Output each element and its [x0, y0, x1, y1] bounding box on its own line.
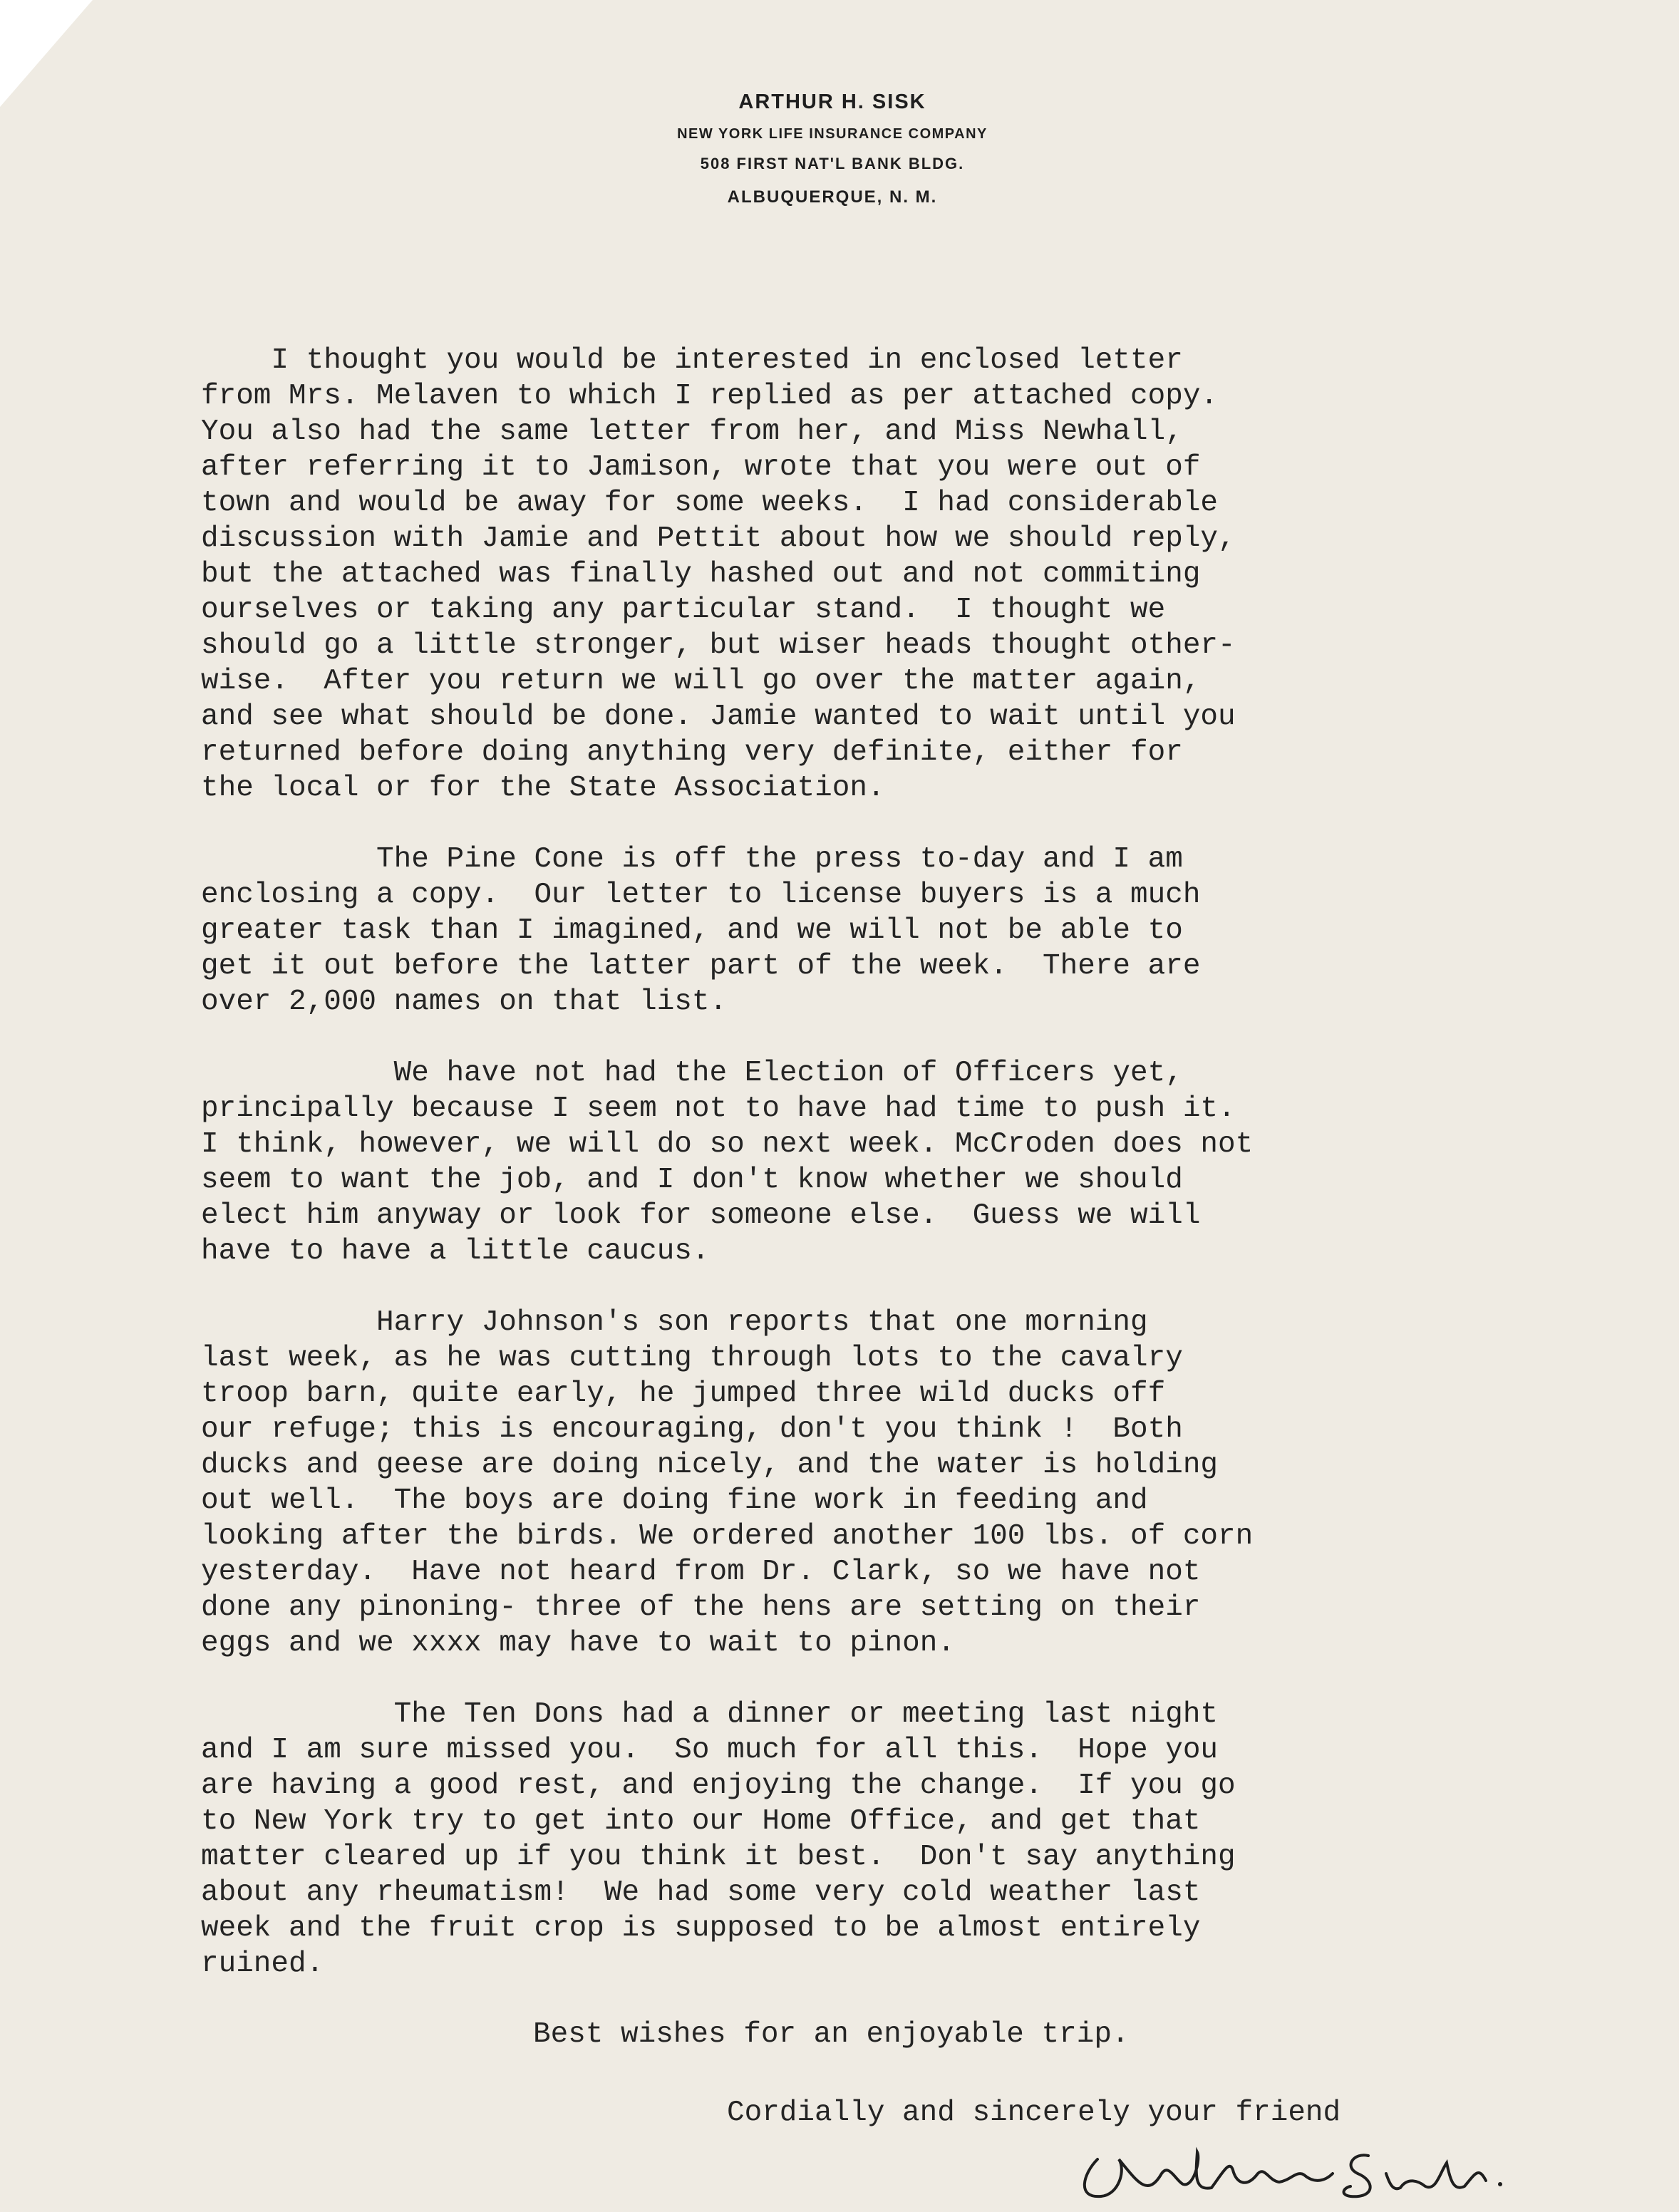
paragraph-line: but the attached was finally hashed out and not commiting [201, 558, 1201, 591]
paragraph-line: troop barn, quite early, he jumped three wild ducks off [201, 1378, 1166, 1410]
paragraph-line: and see what should be done. Jamie wanted to wait until you [201, 701, 1236, 733]
paragraph-line: done any pinoning- three of the hens are setting on their [201, 1591, 1201, 1624]
letterhead-address: 508 FIRST NAT'L BANK BLDG. [700, 155, 965, 172]
paragraph-line: I thought you would be interested in enclosed letter [201, 344, 1183, 377]
paragraph-line: seem to want the job, and I don't know whether we should [201, 1164, 1183, 1197]
paragraph-line: after referring it to Jamison, wrote that you were out of [201, 451, 1201, 484]
paragraph-line: The Ten Dons had a dinner or meeting last night [201, 1698, 1219, 1731]
paragraph-line: get it out before the latter part of the week. There are [201, 950, 1201, 983]
letterhead-name: ARTHUR H. SISK [738, 91, 926, 113]
paragraph-line: returned before doing anything very definite, either for [201, 736, 1183, 769]
paragraph-line: ourselves or taking any particular stand. I thought we [201, 594, 1166, 626]
paragraph-gap [201, 1661, 1598, 1697]
letter-paragraph [201, 842, 1598, 1020]
paragraph-line: should go a little stronger, but wiser heads thought other- [201, 629, 1236, 662]
paragraph-line: out well. The boys are doing fine work in feeding and [201, 1484, 1148, 1517]
letterhead-company: NEW YORK LIFE INSURANCE COMPANY [677, 126, 988, 142]
closing-wishes: Best wishes for an enjoyable trip. [533, 2018, 1130, 2051]
paragraph-line: wise. After you return we will go over the matter again, [201, 665, 1201, 698]
paragraph-line: ducks and geese are doing nicely, and the water is holding [201, 1449, 1219, 1482]
paragraph-line: last week, as he was cutting through lots to the cavalry [201, 1342, 1183, 1375]
paragraph-line: We have not had the Election of Officers yet, [201, 1057, 1183, 1090]
paragraph-line: week and the fruit crop is supposed to be almost entirely [201, 1912, 1201, 1945]
paragraph-line: over 2,000 names on that list. [201, 986, 728, 1018]
paragraph-line: ruined. [201, 1948, 324, 1980]
paragraph-line: and I am sure missed you. So much for all this. Hope you [201, 1734, 1219, 1767]
paragraph-line: I think, however, we will do so next week. McCroden does not [201, 1128, 1254, 1161]
letter-paragraph [201, 1055, 1598, 1269]
letterhead-city: ALBUQUERQUE, N. M. [727, 187, 938, 207]
letter-body [201, 343, 1598, 1982]
paragraph-line: eggs and we xxxx may have to wait to pinon. [201, 1627, 955, 1660]
paragraph-line: Harry Johnson's son reports that one morning [201, 1306, 1148, 1339]
paragraph-line: town and would be away for some weeks. I had considerable [201, 487, 1219, 520]
paragraph-line: The Pine Cone is off the press to-day and I am [201, 843, 1183, 876]
paragraph-line: principally because I seem not to have had time to push it. [201, 1092, 1236, 1125]
paragraph-gap [201, 1269, 1598, 1305]
letterhead [0, 84, 1665, 215]
paragraph-line: to New York try to get into our Home Office, and get that [201, 1805, 1201, 1838]
paragraph-gap [201, 1020, 1598, 1055]
paragraph-line: have to have a little caucus. [201, 1235, 710, 1268]
letter-paragraph [201, 1305, 1598, 1661]
paragraph-line: are having a good rest, and enjoying the change. If you go [201, 1769, 1236, 1802]
paragraph-line: greater task than I imagined, and we will not be able to [201, 914, 1183, 947]
paragraph-line: matter cleared up if you think it best. Don't say anything [201, 1841, 1236, 1874]
paragraph-line: looking after the birds. We ordered another 100 lbs. of corn [201, 1520, 1254, 1553]
letter-paragraph [201, 1697, 1598, 1982]
paragraph-line: You also had the same letter from her, and Miss Newhall, [201, 415, 1183, 448]
paragraph-line: discussion with Jamie and Pettit about how we should reply, [201, 522, 1236, 555]
letter-paragraph [201, 343, 1598, 806]
paragraph-line: enclosing a copy. Our letter to license buyers is a much [201, 879, 1201, 911]
paragraph-gap [201, 806, 1598, 842]
paragraph-line: elect him anyway or look for someone else. Guess we will [201, 1199, 1201, 1232]
paragraph-line: our refuge; this is encouraging, don't you think ! Both [201, 1413, 1183, 1446]
closing-valediction: Cordially and sincerely your friend [727, 2097, 1341, 2129]
paragraph-line: from Mrs. Melaven to which I replied as per attached copy. [201, 380, 1219, 413]
paragraph-line: about any rheumatism! We had some very cold weather last [201, 1876, 1201, 1909]
handwritten-signature [1069, 2131, 1554, 2209]
paragraph-line: yesterday. Have not heard from Dr. Clark, so we have not [201, 1556, 1201, 1588]
paragraph-line: the local or for the State Association. [201, 772, 885, 805]
